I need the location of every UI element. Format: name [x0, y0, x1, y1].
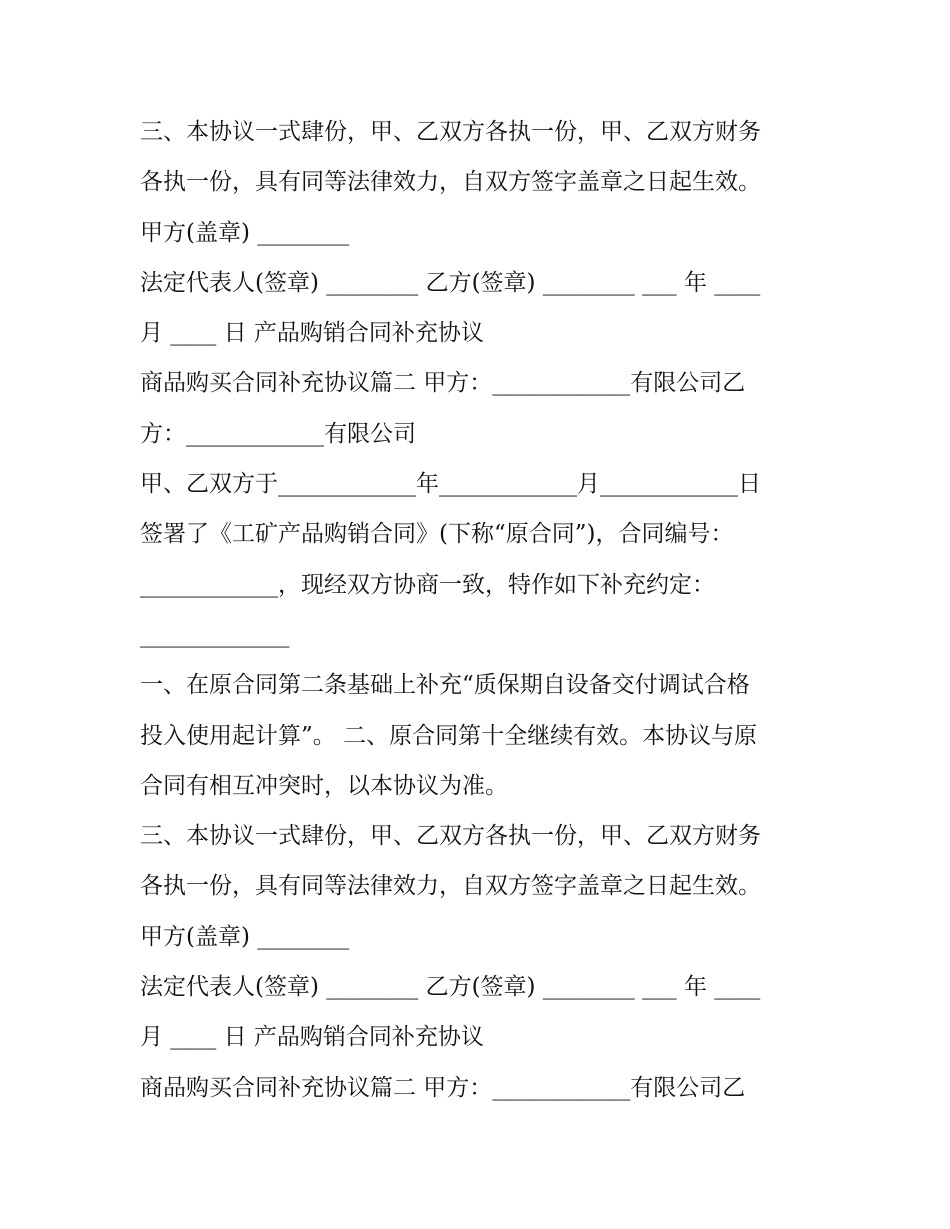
- text-line: 月 ____ 日 产品购销合同补充协议: [140, 1024, 484, 1051]
- text-line: 甲、乙双方于____________年____________月____________日: [140, 471, 761, 498]
- text-line: 各执一份，具有同等法律效力，自双方签字盖章之日起生效。: [140, 169, 761, 196]
- text-line: 三、本协议一式肆份，甲、乙双方各执一份，甲、乙双方财务: [140, 119, 761, 145]
- text-line: 各执一份，具有同等法律效力，自双方签字盖章之日起生效。: [140, 873, 761, 900]
- text-line: 签署了《工矿产品购销合同》(下称“原合同”)，合同编号：: [140, 521, 734, 548]
- text-line: 商品购买合同补充协议篇二 甲方：____________有限公司乙: [140, 370, 746, 397]
- text-line: 方：____________有限公司: [140, 420, 416, 447]
- text-line: 三、本协议一式肆份，甲、乙双方各执一份，甲、乙双方财务: [140, 823, 761, 850]
- text-line: 月 ____ 日 产品购销合同补充协议: [140, 320, 484, 347]
- text-line: 法定代表人(签章) ________ 乙方(签章) ________ ___ 年 ____: [140, 974, 761, 1001]
- text-line: ____________，现经双方协商一致，特作如下补充约定：: [140, 571, 715, 598]
- text-line: _____________: [140, 621, 290, 648]
- text-line: 投入使用起计算”。 二、原合同第十全继续有效。本协议与原: [140, 722, 758, 749]
- document-body: [140, 107, 820, 1113]
- text-line: 甲方(盖章) ________: [140, 923, 350, 950]
- text-line: 合同有相互冲突时，以本协议为准。: [140, 772, 508, 799]
- text-line: 商品购买合同补充协议篇二 甲方：____________有限公司乙: [140, 1074, 746, 1101]
- text-line: 法定代表人(签章) ________ 乙方(签章) ________ ___ 年 ____: [140, 269, 761, 296]
- text-line: 甲方(盖章) ________: [140, 219, 350, 246]
- text-line: 一、在原合同第二条基础上补充“质保期自设备交付调试合格: [140, 672, 750, 699]
